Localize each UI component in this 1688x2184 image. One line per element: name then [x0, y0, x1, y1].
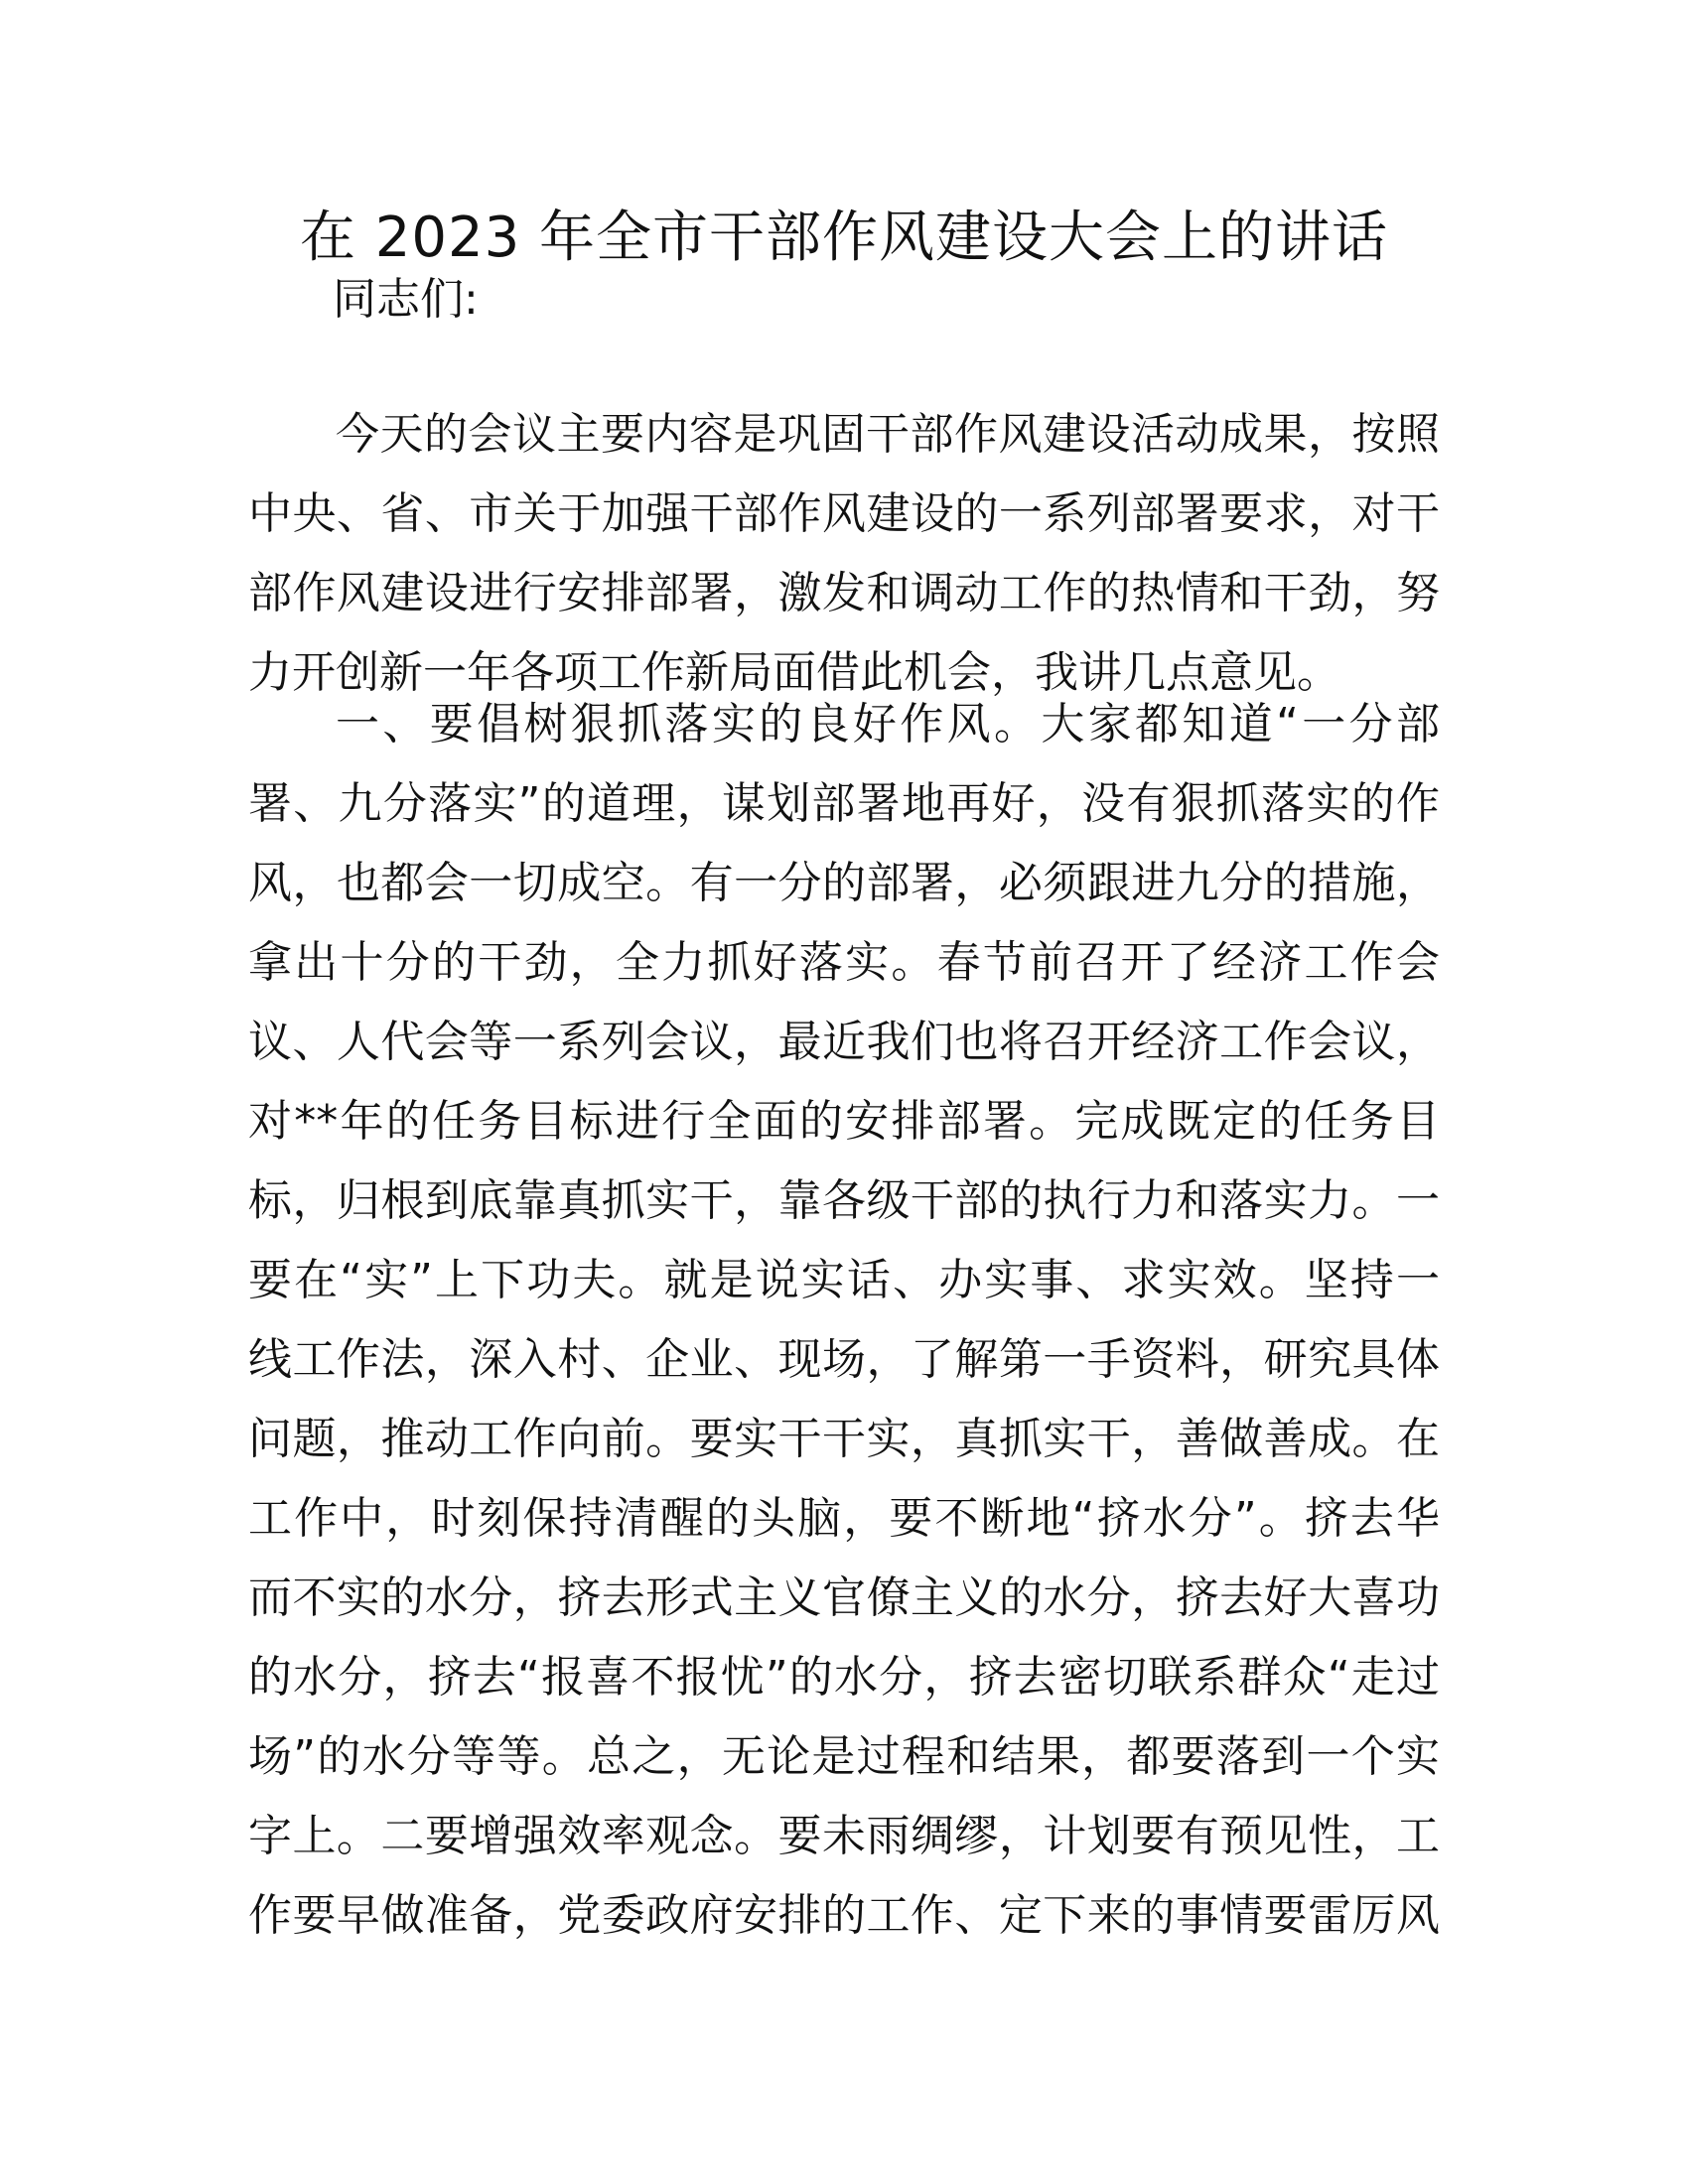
paragraph-section-one	[248, 685, 1440, 1956]
paragraph-line: 力开创新一年各项工作新局面借此机会，我讲几点意见。	[248, 647, 1340, 698]
paragraph-line: 场”的水分等等。总之，无论是过程和结果，都要落到一个实	[248, 1731, 1440, 1782]
paragraph-line: 字上。二要增强效率观念。要未雨绸缪，计划要有预见性，工	[248, 1811, 1440, 1861]
paragraph-line: 议、人代会等一系列会议，最近我们也将召开经济工作会议，	[248, 1017, 1440, 1067]
paragraph-line: 今天的会议主要内容是巩固干部作风建设活动成果，按照	[336, 409, 1440, 460]
paragraph-line: 线工作法，深入村、企业、现场，了解第一手资料，研究具体	[248, 1334, 1440, 1385]
paragraph-line: 拿出十分的干劲，全力抓好落实。春节前召开了经济工作会	[248, 937, 1440, 988]
paragraph-intro	[248, 395, 1440, 713]
paragraph-line: 部作风建设进行安排部署，激发和调动工作的热情和干劲，努	[248, 568, 1440, 618]
document-title: 在 2023 年全市干部作风建设大会上的讲话	[299, 205, 1389, 270]
paragraph-line: 风，也都会一切成空。有一分的部署，必须跟进九分的措施，	[248, 858, 1440, 908]
paragraph-line: 中央、省、市关于加强干部作风建设的一系列部署要求，对干	[248, 488, 1440, 539]
paragraph-line: 问题，推动工作向前。要实干干实，真抓实干，善做善成。在	[248, 1414, 1440, 1464]
paragraph-line: 对**年的任务目标进行全面的安排部署。完成既定的任务目	[248, 1096, 1440, 1147]
paragraph-line: 工作中，时刻保持清醒的头脑，要不断地“挤水分”。挤去华	[248, 1493, 1440, 1544]
paragraph-line: 而不实的水分，挤去形式主义官僚主义的水分，挤去好大喜功	[248, 1572, 1440, 1623]
paragraph-line: 署、九分落实”的道理，谋划部署地再好，没有狠抓落实的作	[248, 778, 1440, 829]
paragraph-line: 作要早做准备，党委政府安排的工作、定下来的事情要雷厉风	[248, 1890, 1440, 1941]
paragraph-line: 的水分，挤去“报喜不报忧”的水分，挤去密切联系群众“走过	[248, 1652, 1440, 1703]
paragraph-line: 一、要倡树狠抓落实的良好作风。大家都知道“一分部	[336, 699, 1440, 750]
paragraph-line: 标，归根到底靠真抓实干，靠各级干部的执行力和落实力。一	[248, 1175, 1440, 1226]
greeting: 同志们:	[333, 274, 479, 325]
paragraph-line: 要在“实”上下功夫。就是说实话、办实事、求实效。坚持一	[248, 1255, 1440, 1305]
